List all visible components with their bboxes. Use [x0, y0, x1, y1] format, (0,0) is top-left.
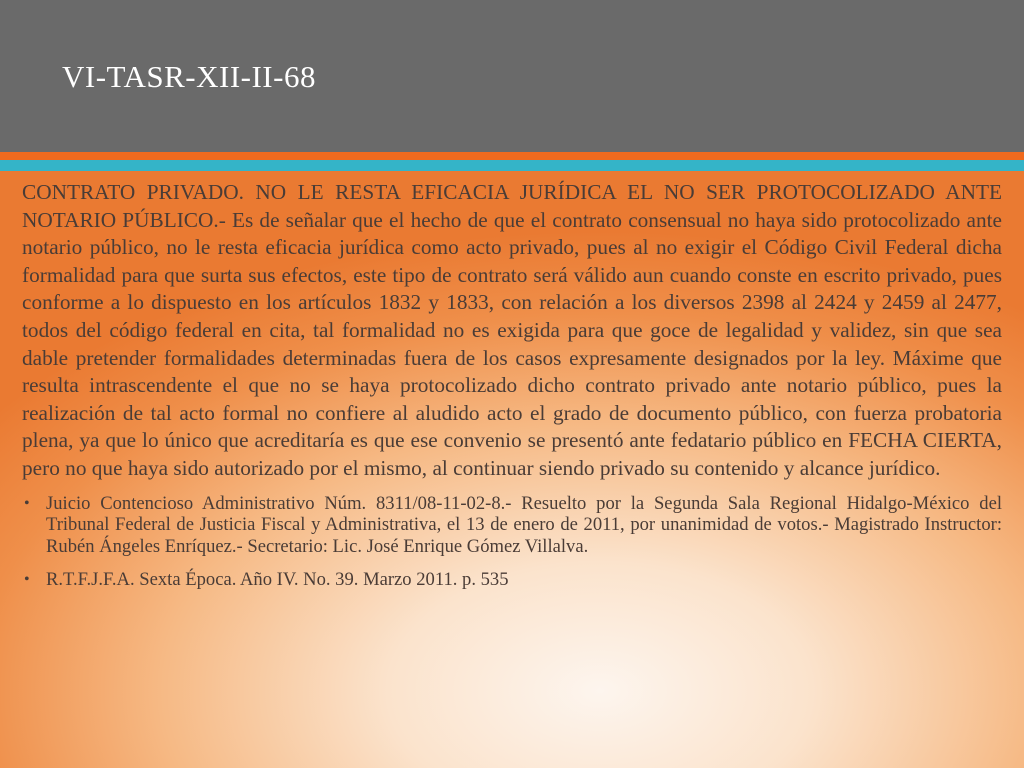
slide-content [22, 179, 1002, 603]
teal-divider-stripe [0, 160, 1024, 171]
thesis-paragraph: CONTRATO PRIVADO. NO LE RESTA EFICACIA JURÍDICA EL NO SER PROTOCOLIZADO ANTE NOTARIO PÚBLICO.- Es de señalar que el hecho de que el contrato consensual no haya sido protocolizado ante notario público, no le resta eficacia jurídica como acto privado, pues al no exigir el Código Civil Federal dicha formalidad para que surta sus efectos, este tipo de contrato será válido aun cuando conste en escrito privado, pues conforme a lo dispuesto en los artículos 1832 y 1833, con relación a los diversos 2398 al 2424 y 2459 al 2477, todos del código federal en cita, tal formalidad no es exigida para que goce de legalidad y validez, sin que sea dable pretender formalidades determinadas fuera de los casos expresamente designados por la ley. Máxime que resulta intrascendente el que no se haya protocolizado dicho contrato privado ante notario público, pues la realización de tal acto formal no confiere al aludido acto el grado de documento público, con fuerza probatoria plena, ya que lo único que acreditaría es que ese convenio se presentó ante fedatario público en FECHA CIERTA, pero no que haya sido autorizado por el mismo, al continuar siendo privado su contenido y alcance jurídico. [22, 180, 1002, 480]
reference-text: R.T.F.J.F.A. Sexta Época. Año IV. No. 39. Marzo 2011. p. 535 [46, 569, 509, 591]
reference-list [22, 493, 1002, 591]
orange-divider-stripe [0, 152, 1024, 160]
reference-item-publication [22, 569, 1002, 591]
reference-text: Juicio Contencioso Administrativo Núm. 8311/08-11-02-8.- Resuelto por la Segunda Sala Regional Hidalgo-México del Tribunal Federal de Justicia Fiscal y Administrativa, el 13 de enero de 2011, por unanimidad de votos.- Magistrado Instructor: Rubén Ángeles Enríquez.- Secretario: Lic. José Enrique Gómez Villalva. [46, 492, 1002, 557]
header-band [0, 0, 1024, 152]
slide-title: VI-TASR-XII-II-68 [62, 59, 316, 94]
reference-item-case [22, 493, 1002, 558]
bullet-icon: • [24, 494, 30, 512]
bullet-icon: • [24, 571, 30, 589]
